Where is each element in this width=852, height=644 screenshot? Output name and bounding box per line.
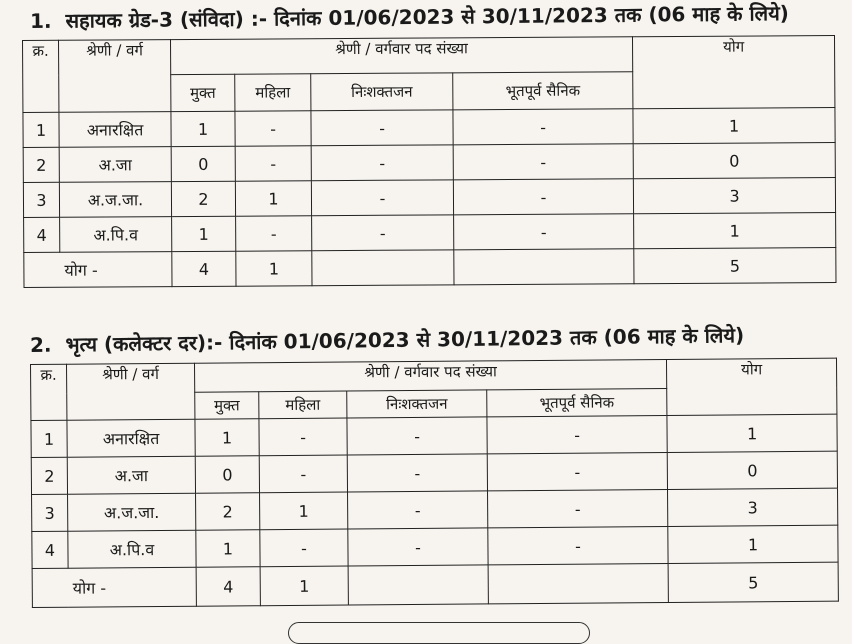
cell-total: 1 xyxy=(633,108,835,144)
cell-sainik: - xyxy=(488,489,668,527)
cell-sainik: - xyxy=(488,526,668,564)
cell-category: अनारक्षित xyxy=(59,112,171,148)
cell-sainik: - xyxy=(453,144,633,180)
total-mahila: 1 xyxy=(236,251,312,286)
table-row xyxy=(23,108,835,148)
cell-sno: 1 xyxy=(31,420,67,457)
total-value: 5 xyxy=(668,562,838,602)
cell-nishaktajan: - xyxy=(347,454,487,492)
cell-category: अ.ज.जा. xyxy=(59,182,171,218)
posts-table xyxy=(30,358,839,608)
cell-mukt: 0 xyxy=(171,146,235,181)
cell-total: 0 xyxy=(633,143,835,179)
cell-sainik: - xyxy=(453,109,633,145)
header-sainik: भूतपूर्व सैनिक xyxy=(487,388,667,416)
header-sno: क्र. xyxy=(31,364,67,420)
header-total: योग xyxy=(667,358,837,415)
total-row xyxy=(24,248,836,288)
cell-category: अ.पि.व xyxy=(68,530,196,568)
cell-total: 3 xyxy=(668,488,838,526)
header-total: योग xyxy=(633,36,835,109)
header-posts: श्रेणी / वर्गवार पद संख्या xyxy=(171,37,633,75)
bottom-box-edge xyxy=(288,622,590,644)
header-posts: श्रेणी / वर्गवार पद संख्या xyxy=(194,360,666,393)
total-label: योग - xyxy=(32,567,196,607)
total-mahila: 1 xyxy=(260,566,348,606)
cell-category: अ.जा xyxy=(59,147,171,183)
cell-mukt: 2 xyxy=(196,493,260,531)
cell-mahila: - xyxy=(235,111,311,146)
cell-mukt: 1 xyxy=(171,111,235,146)
cell-mukt: 1 xyxy=(172,216,236,251)
cell-mahila: 1 xyxy=(235,181,311,216)
cell-nishaktajan: - xyxy=(311,145,453,181)
cell-sainik: - xyxy=(487,415,667,453)
header-category: श्रेणी / वर्ग xyxy=(67,363,195,420)
header-nishaktajan: निःशक्तजन xyxy=(347,390,487,418)
table-row xyxy=(31,414,837,457)
table-row xyxy=(32,488,838,531)
total-sainik xyxy=(454,249,634,285)
cell-mahila: - xyxy=(259,455,347,493)
cell-nishaktajan: - xyxy=(348,528,488,566)
header-sainik: भूतपूर्व सैनिक xyxy=(453,72,633,110)
section-number: 1. xyxy=(29,8,52,33)
section-title: भृत्य (कलेक्टर दर):- दिनांक 01/06/2023 से 30/11/2023 तक (06 माह के लिये) xyxy=(65,323,745,357)
cell-sno: 3 xyxy=(23,182,59,217)
table-row xyxy=(23,143,835,183)
cell-mahila: - xyxy=(236,216,312,251)
header-nishaktajan: निःशक्तजन xyxy=(311,73,453,111)
total-value: 5 xyxy=(634,248,836,284)
cell-mahila: - xyxy=(235,146,311,181)
section-title: सहायक ग्रेड-3 (संविदा) :- दिनांक 01/06/2023 से 30/11/2023 तक (06 माह के लिये) xyxy=(65,1,790,33)
cell-mukt: 0 xyxy=(195,456,259,494)
total-row xyxy=(32,562,838,607)
header-row xyxy=(23,36,835,76)
cell-sainik: - xyxy=(454,214,634,250)
cell-total: 1 xyxy=(668,525,838,563)
header-mukt: मुक्त xyxy=(195,392,259,420)
cell-mukt: 1 xyxy=(195,419,259,457)
cell-category: अ.ज.जा. xyxy=(68,493,196,531)
total-nishaktajan xyxy=(348,565,488,605)
total-sainik xyxy=(488,563,668,603)
cell-nishaktajan: - xyxy=(347,417,487,455)
cell-mahila: - xyxy=(259,418,347,456)
cell-sainik: - xyxy=(487,452,667,490)
cell-sainik: - xyxy=(453,179,633,215)
cell-mahila: 1 xyxy=(260,492,348,530)
cell-sno: 4 xyxy=(24,217,60,252)
cell-category: अ.पि.व xyxy=(60,217,172,253)
table-row xyxy=(32,525,838,568)
cell-nishaktajan: - xyxy=(312,215,454,251)
cell-total: 1 xyxy=(634,213,836,249)
cell-mahila: - xyxy=(260,529,348,567)
cell-mukt: 2 xyxy=(171,181,235,216)
cell-total: 3 xyxy=(633,178,835,214)
table-row xyxy=(24,213,836,253)
cell-sno: 2 xyxy=(31,457,67,494)
header-sno: क्र. xyxy=(23,40,59,112)
cell-category: अनारक्षित xyxy=(67,419,195,457)
cell-mukt: 1 xyxy=(196,530,260,568)
posts-table xyxy=(22,35,837,288)
cell-category: अ.जा xyxy=(67,456,195,494)
total-mukt: 4 xyxy=(172,251,236,286)
header-row xyxy=(31,358,837,393)
section-heading xyxy=(30,0,789,36)
total-mukt: 4 xyxy=(196,567,260,607)
cell-total: 0 xyxy=(667,451,837,489)
cell-nishaktajan: - xyxy=(348,491,488,529)
table-row xyxy=(31,451,837,494)
total-label: योग - xyxy=(24,252,172,288)
cell-nishaktajan: - xyxy=(311,110,453,146)
cell-sno: 3 xyxy=(32,494,68,531)
cell-total: 1 xyxy=(667,414,837,452)
table-row xyxy=(23,178,835,218)
cell-nishaktajan: - xyxy=(311,180,453,216)
cell-sno: 4 xyxy=(32,531,68,568)
total-nishaktajan xyxy=(312,250,454,286)
header-mahila: महिला xyxy=(259,391,347,419)
cell-sno: 2 xyxy=(23,147,59,182)
header-mukt: मुक्त xyxy=(171,74,235,111)
section-number: 2. xyxy=(29,332,52,357)
cell-sno: 1 xyxy=(23,112,59,147)
header-mahila: महिला xyxy=(235,74,311,111)
header-category: श्रेणी / वर्ग xyxy=(59,40,171,113)
section-heading xyxy=(30,320,745,360)
